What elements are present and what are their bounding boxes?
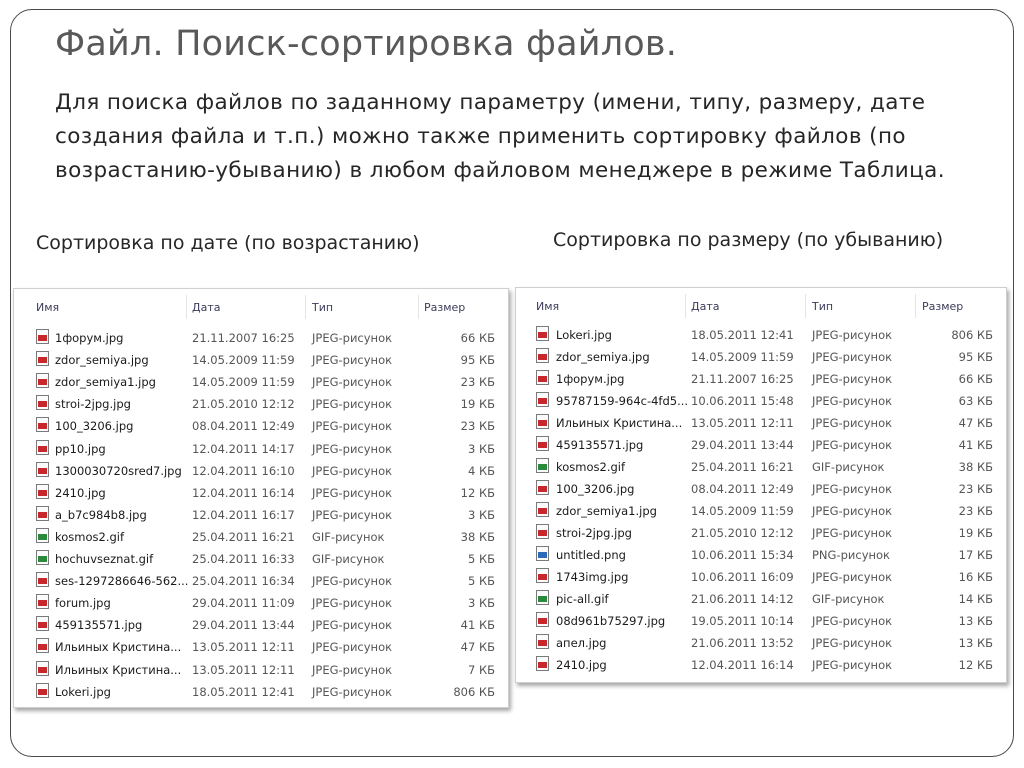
jpeg-file-icon	[36, 329, 49, 344]
file-size: 7 КБ	[467, 662, 495, 677]
file-date: 08.04.2011 12:49	[192, 419, 295, 434]
file-size: 806 КБ	[453, 684, 495, 699]
column-header-row	[516, 288, 1006, 324]
column-header-type[interactable]: Тип	[812, 300, 834, 313]
file-type: JPEG-рисунок	[812, 372, 893, 386]
file-name: 100_3206.jpg	[556, 482, 635, 496]
jpeg-file-icon	[536, 436, 549, 451]
file-name: Lokeri.jpg	[556, 328, 612, 342]
file-row[interactable]	[516, 632, 1006, 654]
file-name: stroi-2jpg.jpg	[556, 526, 632, 540]
file-name: kosmos2.gif	[55, 529, 125, 544]
jpeg-file-icon	[536, 656, 549, 671]
file-row[interactable]	[14, 636, 508, 658]
file-size: 95 КБ	[460, 353, 495, 368]
file-type: JPEG-рисунок	[312, 441, 393, 456]
jpeg-file-icon	[536, 524, 549, 539]
file-name: ses-1297286646-562...	[55, 574, 189, 589]
file-row[interactable]	[516, 390, 1006, 412]
file-date: 19.05.2011 10:14	[691, 614, 794, 628]
file-name: Ильиных Кристина...	[556, 416, 683, 430]
file-date: 08.04.2011 12:49	[691, 482, 794, 496]
file-type: JPEG-рисунок	[312, 618, 393, 633]
file-date: 29.04.2011 13:44	[691, 438, 794, 452]
file-name: untitled.png	[556, 548, 626, 562]
file-type: JPEG-рисунок	[812, 350, 893, 364]
jpeg-file-icon	[36, 395, 49, 410]
file-row[interactable]	[516, 566, 1006, 588]
file-row[interactable]	[516, 478, 1006, 500]
file-size: 3 КБ	[467, 441, 495, 456]
file-name: kosmos2.gif	[556, 460, 626, 474]
file-name: 2410.jpg	[556, 658, 607, 672]
file-type: JPEG-рисунок	[312, 640, 393, 655]
file-date: 10.06.2011 16:09	[691, 570, 794, 584]
jpeg-file-icon	[536, 612, 549, 627]
file-date: 21.06.2011 13:52	[691, 636, 794, 650]
file-type: JPEG-рисунок	[312, 463, 393, 478]
column-separator[interactable]	[305, 295, 306, 319]
file-size: 66 КБ	[958, 372, 993, 386]
file-name: 459135571.jpg	[55, 618, 143, 633]
file-size: 19 КБ	[460, 397, 495, 412]
jpeg-file-icon	[36, 462, 49, 477]
file-type: JPEG-рисунок	[812, 614, 893, 628]
column-header-date[interactable]: Дата	[691, 300, 720, 313]
file-name: Lokeri.jpg	[55, 684, 111, 699]
file-size: 23 КБ	[958, 482, 993, 496]
file-name: апел.jpg	[556, 636, 607, 650]
file-size: 3 КБ	[467, 507, 495, 522]
file-name: 1300030720sred7.jpg	[55, 463, 182, 478]
jpeg-file-icon	[36, 373, 49, 388]
file-list-sorted-by-size	[515, 287, 1007, 683]
column-separator[interactable]	[685, 294, 686, 318]
file-size: 41 КБ	[460, 618, 495, 633]
file-size: 38 КБ	[460, 529, 495, 544]
jpeg-file-icon	[536, 370, 549, 385]
file-size: 16 КБ	[958, 570, 993, 584]
file-row[interactable]	[14, 592, 508, 614]
jpeg-file-icon	[36, 506, 49, 521]
file-date: 12.04.2011 16:17	[192, 507, 295, 522]
file-date: 25.04.2011 16:33	[192, 552, 295, 566]
file-date: 21.11.2007 16:25	[192, 331, 295, 345]
file-type: JPEG-рисунок	[312, 353, 393, 368]
file-name: 95787159-964c-4fd5...	[556, 394, 689, 408]
file-type: GIF-рисунок	[812, 592, 885, 606]
file-date: 13.05.2011 12:11	[691, 416, 794, 430]
file-row[interactable]	[516, 588, 1006, 610]
file-name: 08d961b75297.jpg	[556, 614, 666, 628]
file-row[interactable]	[516, 456, 1006, 478]
file-name: a_b7c984b8.jpg	[55, 507, 147, 522]
file-size: 12 КБ	[460, 485, 495, 500]
file-row[interactable]	[516, 522, 1006, 544]
file-row[interactable]	[14, 393, 508, 415]
gif-file-icon	[36, 528, 49, 543]
file-size: 23 КБ	[460, 419, 495, 434]
file-row[interactable]	[14, 504, 508, 526]
file-name: 459135571.jpg	[556, 438, 644, 452]
file-row[interactable]	[14, 415, 508, 437]
file-date: 29.04.2011 13:44	[192, 618, 295, 633]
file-type: JPEG-рисунок	[312, 397, 393, 412]
file-date: 10.06.2011 15:48	[691, 394, 794, 408]
file-row[interactable]	[516, 368, 1006, 390]
file-date: 12.04.2011 14:17	[192, 441, 295, 456]
file-row[interactable]	[14, 659, 508, 681]
gif-file-icon	[36, 550, 49, 565]
file-size: 806 КБ	[951, 328, 993, 342]
file-date: 12.04.2011 16:14	[691, 658, 794, 672]
file-type: GIF-рисунок	[812, 460, 885, 474]
file-row[interactable]	[14, 482, 508, 504]
file-type: JPEG-рисунок	[812, 636, 893, 650]
file-name: 1743img.jpg	[556, 570, 629, 584]
column-separator[interactable]	[805, 294, 806, 318]
file-size: 17 КБ	[958, 548, 993, 562]
column-header-size[interactable]: Размер	[424, 301, 466, 314]
file-type: JPEG-рисунок	[812, 504, 893, 518]
column-header-date[interactable]: Дата	[192, 301, 221, 314]
file-row[interactable]	[14, 681, 508, 703]
slide-title: Файл. Поиск-сортировка файлов.	[55, 24, 678, 64]
file-date: 18.05.2011 12:41	[192, 684, 295, 699]
png-file-icon	[536, 546, 549, 561]
file-date: 14.05.2009 11:59	[691, 350, 794, 364]
file-type: JPEG-рисунок	[312, 507, 393, 522]
jpeg-file-icon	[36, 484, 49, 499]
file-row[interactable]	[14, 570, 508, 592]
jpeg-file-icon	[536, 392, 549, 407]
file-name: 1форум.jpg	[556, 372, 625, 386]
file-date: 29.04.2011 11:09	[192, 596, 295, 611]
file-date: 18.05.2011 12:41	[691, 328, 794, 342]
file-date: 10.06.2011 15:34	[691, 548, 794, 562]
file-date: 25.04.2011 16:34	[192, 574, 295, 589]
jpeg-file-icon	[536, 634, 549, 649]
file-size: 95 КБ	[958, 350, 993, 364]
file-row[interactable]	[14, 460, 508, 482]
column-header-row	[14, 289, 508, 325]
file-type: JPEG-рисунок	[312, 331, 393, 345]
column-header-name[interactable]: Имя	[536, 300, 560, 313]
file-name: forum.jpg	[55, 596, 111, 611]
description-paragraph	[55, 86, 985, 188]
file-name: Ильиных Кристина...	[55, 662, 182, 677]
file-row[interactable]	[516, 412, 1006, 434]
file-name: 100_3206.jpg	[55, 419, 134, 434]
jpeg-file-icon	[36, 638, 49, 653]
description-line: возрастанию-убыванию) в любом файловом менеджере в режиме Таблица.	[55, 158, 945, 183]
file-row[interactable]	[14, 526, 508, 548]
jpeg-file-icon	[536, 480, 549, 495]
file-row[interactable]	[516, 346, 1006, 368]
file-name: zdor_semiya.jpg	[556, 350, 650, 364]
column-separator[interactable]	[418, 295, 419, 319]
file-row[interactable]	[14, 349, 508, 371]
file-row[interactable]	[516, 434, 1006, 456]
file-date: 14.05.2009 11:59	[691, 504, 794, 518]
jpeg-file-icon	[536, 326, 549, 341]
file-type: JPEG-рисунок	[312, 419, 393, 434]
file-date: 21.06.2011 14:12	[691, 592, 794, 606]
jpeg-file-icon	[536, 568, 549, 583]
file-size: 38 КБ	[958, 460, 993, 474]
file-row[interactable]	[516, 544, 1006, 566]
file-type: GIF-рисунок	[312, 529, 385, 544]
file-name: Ильиных Кристина...	[55, 640, 182, 655]
column-separator[interactable]	[186, 295, 187, 319]
file-size: 23 КБ	[460, 375, 495, 390]
file-date: 21.11.2007 16:25	[691, 372, 794, 386]
file-type: JPEG-рисунок	[812, 526, 893, 540]
file-type: JPEG-рисунок	[312, 574, 393, 589]
file-type: JPEG-рисунок	[812, 658, 893, 672]
file-size: 47 КБ	[958, 416, 993, 430]
description-line: создания файла и т.п.) можно также применить сортировку файлов (по	[55, 124, 906, 149]
file-type: JPEG-рисунок	[812, 328, 893, 342]
file-size: 5 КБ	[467, 574, 495, 589]
jpeg-file-icon	[36, 572, 49, 587]
file-size: 14 КБ	[958, 592, 993, 606]
file-row[interactable]	[516, 654, 1006, 676]
file-row[interactable]	[516, 610, 1006, 632]
file-type: GIF-рисунок	[312, 552, 385, 566]
file-name: hochuvseznat.gif	[55, 552, 154, 566]
file-type: JPEG-рисунок	[812, 394, 893, 408]
file-type: JPEG-рисунок	[812, 438, 893, 452]
caption-sort-by-size: Сортировка по размеру (по убыванию)	[553, 229, 944, 251]
file-date: 14.05.2009 11:59	[192, 375, 295, 390]
gif-file-icon	[536, 458, 549, 473]
file-type: JPEG-рисунок	[812, 570, 893, 584]
file-date: 12.04.2011 16:10	[192, 463, 295, 478]
file-size: 66 КБ	[460, 331, 495, 345]
file-date: 12.04.2011 16:14	[192, 485, 295, 500]
gif-file-icon	[536, 590, 549, 605]
file-size: 5 КБ	[467, 552, 495, 566]
jpeg-file-icon	[36, 661, 49, 676]
file-type: JPEG-рисунок	[312, 684, 393, 699]
file-date: 13.05.2011 12:11	[192, 640, 295, 655]
column-header-type[interactable]: Тип	[312, 301, 334, 314]
file-size: 41 КБ	[958, 438, 993, 452]
file-type: JPEG-рисунок	[312, 662, 393, 677]
jpeg-file-icon	[536, 502, 549, 517]
jpeg-file-icon	[536, 348, 549, 363]
file-date: 25.04.2011 16:21	[192, 529, 295, 544]
file-name: pic-all.gif	[556, 592, 609, 606]
jpeg-file-icon	[536, 414, 549, 429]
jpeg-file-icon	[36, 594, 49, 609]
file-row[interactable]	[14, 438, 508, 460]
file-size: 19 КБ	[958, 526, 993, 540]
file-size: 4 КБ	[467, 463, 495, 478]
file-type: JPEG-рисунок	[312, 596, 393, 611]
file-date: 13.05.2011 12:11	[192, 662, 295, 677]
file-name: 1форум.jpg	[55, 331, 124, 345]
file-list-sorted-by-date	[13, 288, 509, 708]
file-date: 21.05.2010 12:12	[192, 397, 295, 412]
caption-sort-by-date: Сортировка по дате (по возрастанию)	[36, 232, 420, 254]
file-size: 47 КБ	[460, 640, 495, 655]
column-header-size[interactable]: Размер	[922, 300, 964, 313]
file-row[interactable]	[14, 327, 508, 349]
file-name: zdor_semiya1.jpg	[55, 375, 156, 390]
file-row[interactable]	[14, 614, 508, 636]
jpeg-file-icon	[36, 440, 49, 455]
column-separator[interactable]	[915, 294, 916, 318]
file-date: 14.05.2009 11:59	[192, 353, 295, 368]
file-size: 3 КБ	[467, 596, 495, 611]
column-header-name[interactable]: Имя	[36, 301, 60, 314]
description-line: Для поиска файлов по заданному параметру (имени, типу, размеру, дате	[55, 90, 926, 115]
file-type: PNG-рисунок	[812, 548, 891, 562]
jpeg-file-icon	[36, 616, 49, 631]
jpeg-file-icon	[36, 683, 49, 698]
file-row[interactable]	[516, 324, 1006, 346]
file-name: 2410.jpg	[55, 485, 106, 500]
file-size: 13 КБ	[958, 614, 993, 628]
file-name: pp10.jpg	[55, 441, 106, 456]
file-size: 13 КБ	[958, 636, 993, 650]
file-type: JPEG-рисунок	[812, 482, 893, 496]
file-date: 25.04.2011 16:21	[691, 460, 794, 474]
file-size: 23 КБ	[958, 504, 993, 518]
file-name: zdor_semiya.jpg	[55, 353, 149, 368]
file-row[interactable]	[14, 371, 508, 393]
file-size: 12 КБ	[958, 658, 993, 672]
file-name: stroi-2jpg.jpg	[55, 397, 131, 412]
file-name: zdor_semiya1.jpg	[556, 504, 657, 518]
file-row[interactable]	[516, 500, 1006, 522]
jpeg-file-icon	[36, 417, 49, 432]
file-type: JPEG-рисунок	[312, 485, 393, 500]
file-row[interactable]	[14, 548, 508, 570]
file-date: 21.05.2010 12:12	[691, 526, 794, 540]
file-size: 63 КБ	[958, 394, 993, 408]
file-type: JPEG-рисунок	[312, 375, 393, 390]
jpeg-file-icon	[36, 351, 49, 366]
file-type: JPEG-рисунок	[812, 416, 893, 430]
